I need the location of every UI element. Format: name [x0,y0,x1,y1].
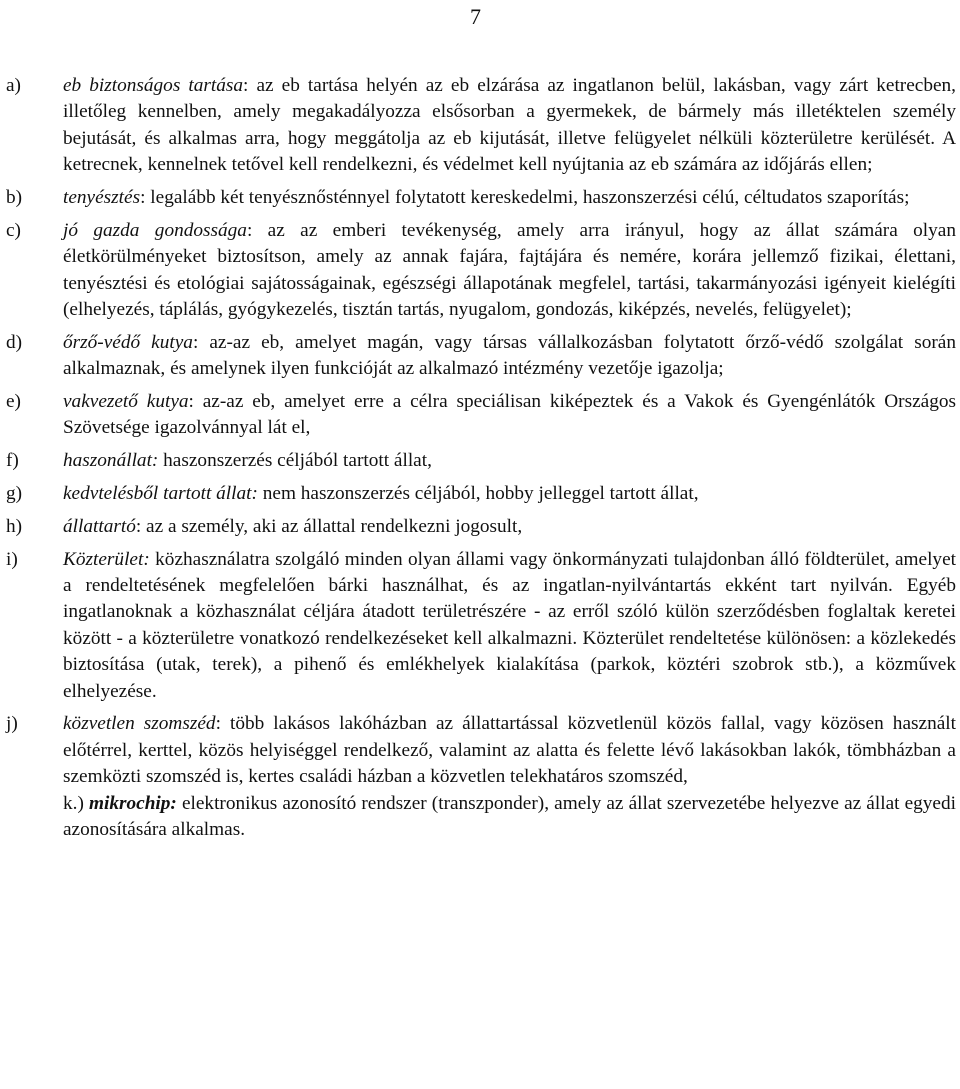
item-marker: c) [6,219,21,241]
item-text: : az az emberi tevékenység, amely arra irányul, hogy az állat számára olyan életkörülményeket biztosítson, amely az annak fajára, fajtájára és nemére, korára jellemző fizikai, élettani, tenyésztési és etológiai sajátosságainak, egészségi állapotának megfelel, tartási, takarmányozási igényeit kielégíti (elhelyezés, táplálás, gyógykezelés, tisztán tartás, nyugalom, gondozás, kiképzés, nevelés, felügyelet); [63,219,956,321]
item-marker: j) [6,713,18,735]
definition-item-d [0,330,960,383]
item-marker: g) [6,483,23,505]
item-body [63,547,956,705]
item-body [63,514,956,540]
item-marker: d) [6,331,23,353]
definition-item-a [0,73,960,179]
item-text: : az-az eb, amelyet magán, vagy társas vállalkozásban folytatott őrző-védő szolgálat során alkalmaznak, és amelynek ilyen funkcióját az alkalmazó intézmény vezetője igazolja; [63,331,956,380]
definition-item-e [0,389,960,442]
definition-item-g [0,481,960,507]
item-marker: i) [6,548,18,570]
item-marker: h) [6,515,23,537]
item-marker: b) [6,187,23,209]
item-text: közhasználatra szolgáló minden olyan állami vagy önkormányzati tulajdonban álló földterület, amelyet a rendeltetésének megfelelően bárki használhat, és az ingatlan-nyilvántartás ekként tart nyilván. Egyéb ingatlanoknak a közhasználat céljára átadott területrészére - az erről szóló külön szerződésben foglaltak keretei között - a közterületre vonatkozó rendelkezéseket kell alkalmazni. Közterület rendeltetése különösen: a közlekedés biztosítása (utak, terek), a pihenő és emlékhelyek kialakítása (parkok, köztéri szobrok stb.), a közművek elhelyezése. [63,548,956,702]
item-body [63,711,956,790]
definition-item-b [0,185,960,211]
item-text: : legalább két tenyésznősténnyel folytatott kereskedelmi, haszonszerzési célú, céltudatos szaporítás; [140,187,910,209]
item-term: eb biztonságos tartása [63,75,244,96]
item-body [63,448,956,474]
item-text: : az-az eb, amelyet erre a célra speciálisan kiképeztek és a Vakok és Gyengénlátók Országos Szövetsége igazolvánnyal lát el, [63,391,956,439]
item-term: őrző-védő kutya [63,331,193,353]
item-term: állattartó [63,515,136,537]
definitions-list [0,73,960,843]
page-number: 7 [470,4,481,29]
definition-item-j [0,711,960,790]
item-marker: f) [6,450,19,472]
item-body [63,481,956,507]
definition-item-c [0,218,960,324]
definition-item-i [0,547,960,705]
item-term: vakvezető kutya [63,391,189,413]
item-text: nem haszonszerzés céljából, hobby jelleggel tartott állat, [257,483,699,505]
item-term: kedvtelésből tartott állat: [63,483,258,505]
item-text: : az a személy, aki az állattal rendelkezni jogosult, [135,515,523,537]
definition-item-h [0,514,960,540]
item-term: Közterület: [63,548,150,570]
item-marker: a) [6,75,21,96]
item-body [63,389,956,442]
item-text: elektronikus azonosító rendszer (transzponder), amely az állat szervezetébe helyezve az állat egyedi azonosítására alkalmas. [63,792,956,841]
item-body [63,330,956,383]
item-text: : több lakásos lakóházban az állattartással közvetlenül közös fallal, vagy közösen használt előtérrel, kerttel, közös helyiséggel rendelkező, valamint az alatta és felette lévő lakásokban lakók, tömbházban a szemközti szomszéd is, kertes családi házban a közvetlen telekhatáros szomszéd, [63,713,956,788]
definition-item-f [0,448,960,474]
item-term: közvetlen szomszéd [63,713,216,735]
item-text: haszonszerzés céljából tartott állat, [158,450,432,472]
item-term: haszonállat: [63,450,159,472]
item-term: tenyésztés [63,187,141,209]
definition-item-k [0,791,960,844]
item-marker: e) [6,391,21,413]
item-body [63,73,956,179]
item-body [63,185,956,211]
item-marker: k.) [63,792,84,814]
item-text: : az eb tartása helyén az eb elzárása az ingatlanon belül, lakásban, vagy zárt ketrecben, illetőleg kennelben, amely megakadályozza elsősorban a gyermekek, de bármely más illetéktelen személy bejutását, és alkalmas arra, hogy meggátolja az eb kijutását, illetve felügyelet nélküli közterületre kerülését. A ketrecnek, kennelnek tetővel kell rendelkezni, és védelmet kell nyújtania az eb számára az időjárás ellen; [63,75,956,176]
item-body [63,218,956,324]
item-term: jó gazda gondossága [63,219,247,241]
item-term: mikrochip: [89,792,177,814]
